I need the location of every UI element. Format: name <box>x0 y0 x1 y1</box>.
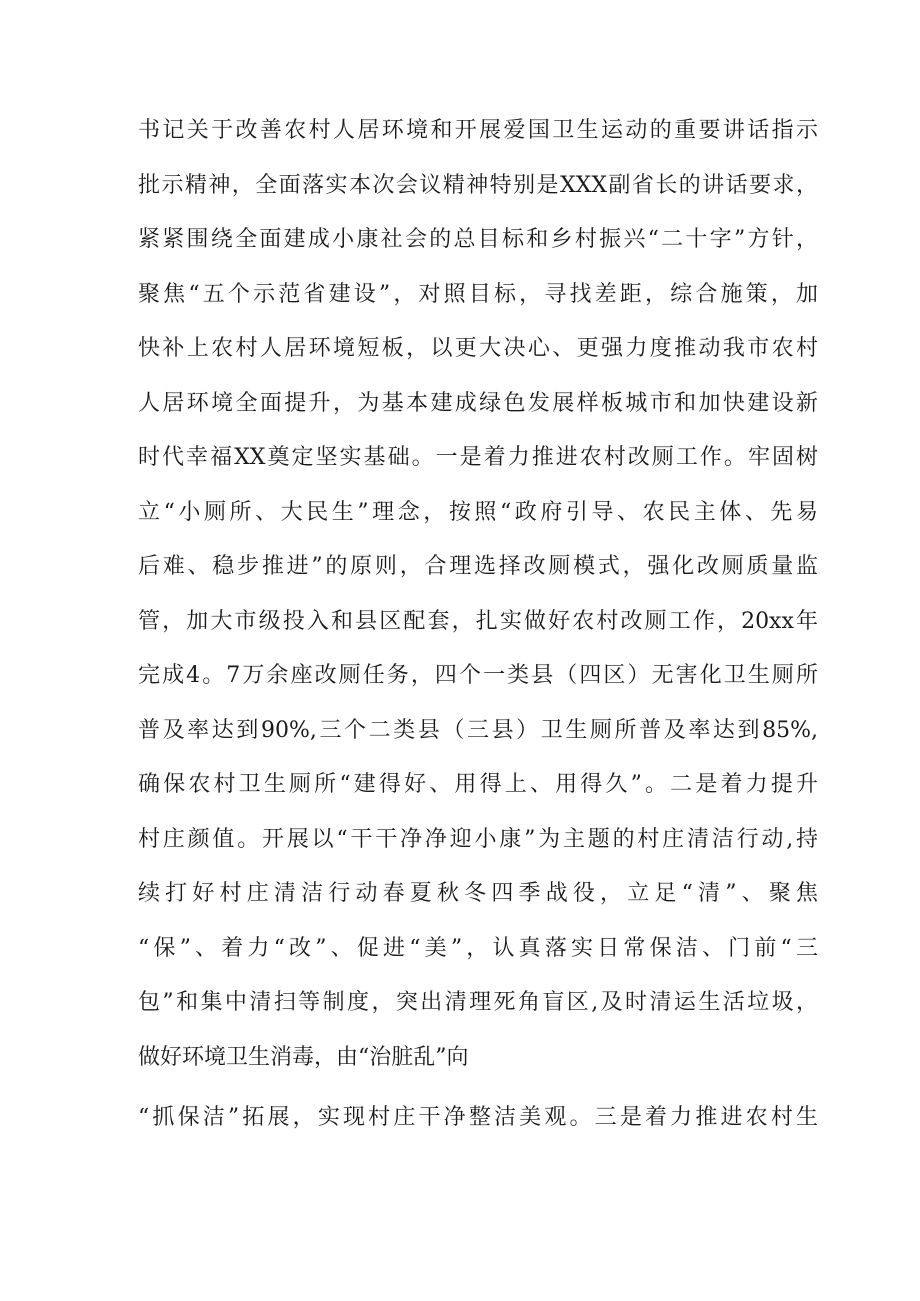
document-body <box>138 120 818 1161</box>
text-line: 批示精神，全面落实本次会议精神特别是XXX副省长的讲话要求， <box>138 172 818 198</box>
text-line: 确保农村卫生厕所“建得好、用得上、用得久”。二是着力提升 <box>138 772 818 797</box>
text-line: 时代幸福XX奠定坚实基础。一是着力推进农村改厕工作。牢固树 <box>138 445 818 470</box>
text-line: 紧紧围绕全面建成小康社会的总目标和乡村振兴“二十字”方针， <box>138 227 818 252</box>
text-line: “抓保洁”拓展，实现村庄干净整洁美观。三是着力推进农村生 <box>138 1104 818 1130</box>
text-line: 普及率达到90%,三个二类县（三县）卫生厕所普及率达到85%, <box>138 717 818 743</box>
text-line: 聚焦“五个示范省建设”，对照目标，寻找差距，综合施策，加 <box>138 281 818 307</box>
text-line: “保”、着力“改”、促进“美”，认真落实日常保洁、门前“三 <box>138 935 818 961</box>
text-line: 后难、稳步推进”的原则，合理选择改厕模式，强化改厕质量监 <box>138 554 818 579</box>
text-line: 包”和集中清扫等制度，突出清理死角盲区,及时清运生活垃圾， <box>138 990 818 1015</box>
text-line: 管，加大市级投入和县区配套，扎实做好农村改厕工作，20xx年 <box>138 608 818 634</box>
text-line: 书记关于改善农村人居环境和开展爱国卫生运动的重要讲话指示 <box>138 118 818 143</box>
text-line: 续打好村庄清洁行动春夏秋冬四季战役，立足“清”、聚焦 <box>138 881 818 906</box>
text-line: 立“小厕所、大民生”理念，按照“政府引导、农民主体、先易 <box>138 499 818 525</box>
text-line: 完成4。7万余座改厕任务，四个一类县（四区）无害化卫生厕所 <box>138 663 818 688</box>
text-line: 人居环境全面提升，为基本建成绿色发展样板城市和加快建设新 <box>138 390 818 416</box>
text-line: 做好环境卫生消毒，由“治脏乱”向 <box>138 1044 469 1070</box>
text-line: 村庄颜值。开展以“干干净净迎小康”为主题的村庄清洁行动,持 <box>138 826 818 852</box>
text-line: 快补上农村人居环境短板，以更大决心、更强力度推动我市农村 <box>138 336 818 361</box>
